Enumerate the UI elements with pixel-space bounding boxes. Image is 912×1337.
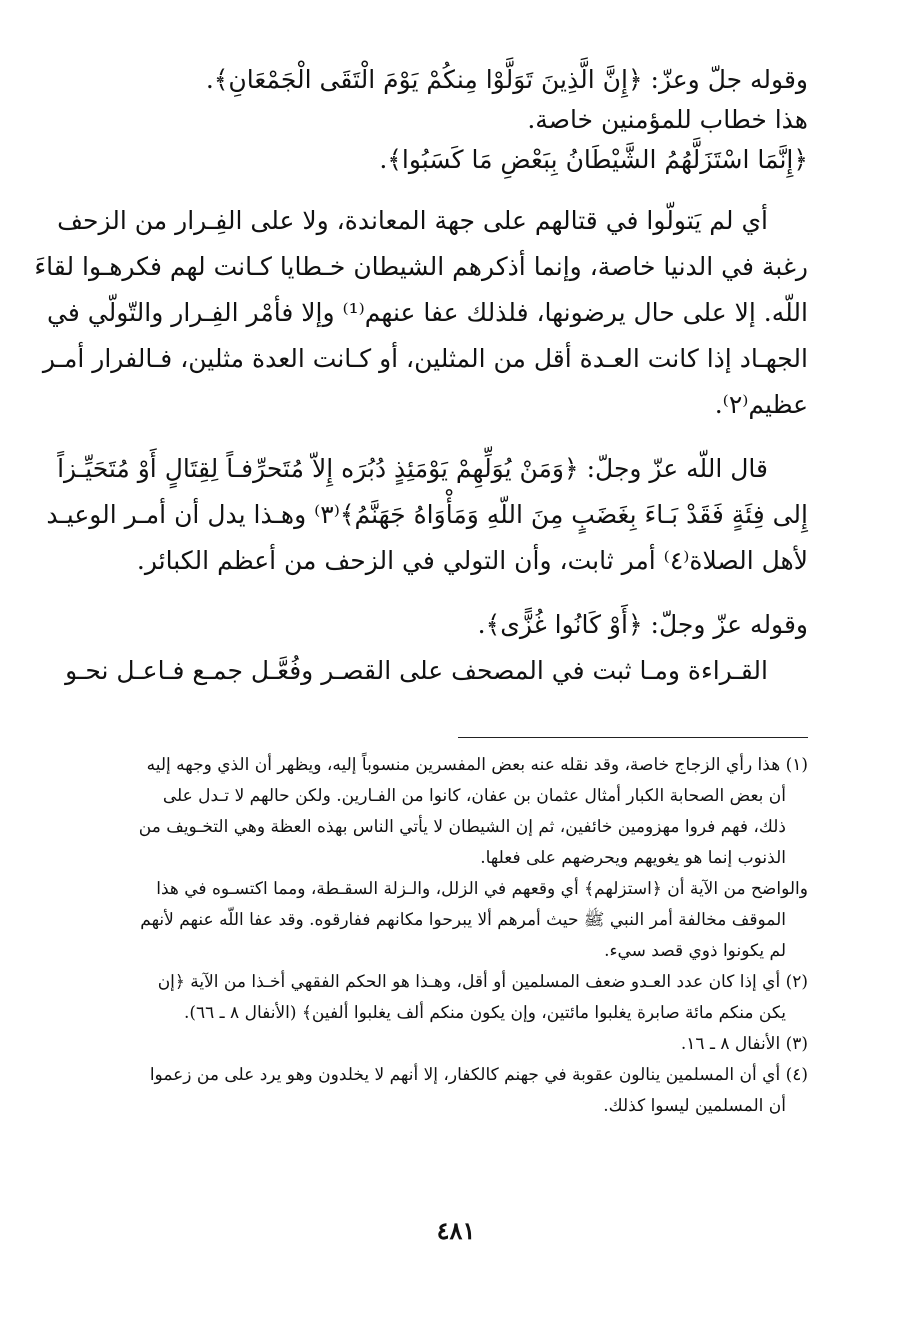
footnote-line: (٤) أي أن المسلمين ينالون عقوبة في جهنم كالكفار، إلا أنهم لا يخلدون وهو يرد على من زعموا — [149, 1065, 808, 1085]
text-line: هذا خطاب للمؤمنين خاصة. — [527, 105, 808, 134]
footnote-line: (٣) الأنفال ٨ ـ ١٦. — [680, 1034, 808, 1054]
footnote-line: لم يكونوا ذوي قصد سيء. — [604, 941, 786, 961]
text-line: عظيم⁽٢⁾. — [714, 390, 808, 419]
text-line: وقوله جلّ وعزّ: ﴿إِنَّ الَّذِينَ تَوَلَّوْا مِنكُمْ يَوْمَ الْتَقَى الْجَمْعَانِ﴾. — [205, 65, 808, 94]
footnote-line: الموقف مخالفة أمر النبي ﷺ حيث أمرهم ألا يبرحوا مكانهم ففارقوه. وقد عفا اللّه عنهم لأنهم — [140, 910, 786, 930]
text-line: أي لم يَتولّوا في قتالهم على جهة المعاندة، ولا على الفِـرار من الزحف — [57, 206, 768, 235]
main-text — [34, 60, 808, 694]
footnote-divider — [458, 737, 808, 738]
text-line: القـراءة ومـا ثبت في المصحف على القصـر وفُعَّـل جمـع فـاعـل نحـو — [65, 656, 768, 685]
text-line: لأهل الصلاة⁽٤⁾ أمر ثابت، وأن التولي في الزحف من أعظم الكبائر. — [136, 546, 808, 575]
footnotes — [100, 750, 808, 1122]
footnote-line: ذلك، فهم فروا مهزومين خائفين، ثم إن الشيطان لا يأتي الناس بهذه العظة وهي التخـويف من — [138, 817, 786, 837]
footnote-line: (٢) أي إذا كان عدد العـدو ضعف المسلمين أو أقل، وهـذا هو الحكم الفقهي أخـذا من الآية ﴿إن — [157, 972, 808, 992]
text-line: إِلى فِئَةٍ فَقَدْ بَـاءَ بِغَضَبٍ مِنَ اللّهِ وَمَأْوَاهُ جَهَنَّمُ﴾⁽٣⁾ وهـذا يدل أن أمـر الوعيـد — [46, 500, 808, 529]
footnote-line: (١) هذا رأي الزجاج خاصة، وقد نقله عنه بعض المفسرين منسوباً إليه، ويظهر أن الذي وجهه إليه — [146, 755, 808, 775]
footnote-line: يكن منكم مائة صابرة يغلبوا مائتين، وإن يكون منكم ألف يغلبوا ألفين﴾ (الأنفال ٨ ـ ٦٦). — [183, 1003, 786, 1023]
footnote-line: الذنوب إنما هو يغويهم ويحرضهم على فعلها. — [480, 848, 786, 868]
text-line: ﴿إِنَّمَا اسْتَزَلَّهُمُ الشَّيْطَانُ بِبَعْضِ مَا كَسَبُوا﴾. — [379, 145, 808, 174]
text-line: رغبة في الدنيا خاصة، وإنما أذكرهم الشيطان خـطايا كـانت لهم فكرهـوا لقاءَ — [34, 252, 808, 281]
text-line: الجهـاد إذا كانت العـدة أقل من المثلين، أو كـانت العدة مثلين، فـالفرار أمـر — [42, 344, 808, 373]
footnote-line: والواضح من الآية أن ﴿استزلهم﴾ أي وقعهم في الزلل، والـزلة السقـطة، ومما اكتسـوه في هذا — [156, 879, 808, 899]
text-line: قال اللّه عزّ وجلّ: ﴿وَمَنْ يُوَلِّهِمْ يَوْمَئِذٍ دُبُرَه إِلاّ مُتَحرِّفـاً لِقِتَالٍ أَوْ مُتَحَيِّـزاً — [57, 454, 768, 483]
footnote-line: أن بعض الصحابة الكبار أمثال عثمان بن عفان، كانوا من الفـارين. ولكن حالهم لا تـدل على — [162, 786, 786, 806]
text-line: اللّه. إلا على حال يرضونها، فلذلك عفا عنهم⁽¹⁾ وإلا فأمْر الفِـرار والتّولّي في — [47, 298, 808, 327]
page-number: ٤٨١ — [436, 1216, 476, 1245]
text-line: وقوله عزّ وجلّ: ﴿أَوْ كَانُوا غُزًّى﴾. — [477, 610, 808, 639]
footnote-line: أن المسلمين ليسوا كذلك. — [603, 1096, 786, 1116]
